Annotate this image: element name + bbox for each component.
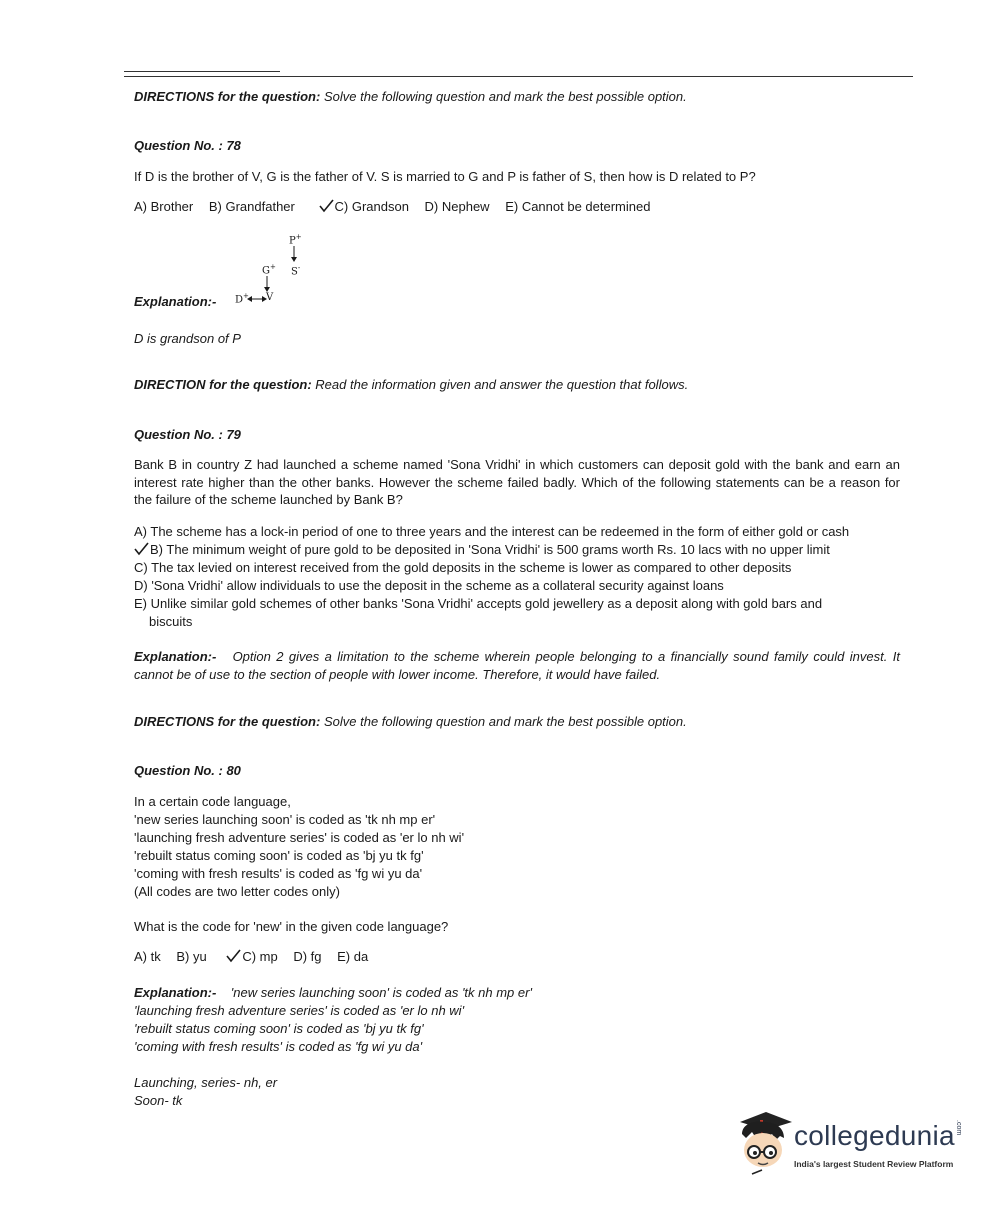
directions-text: Solve the following question and mark the best possible option. (323, 714, 687, 729)
q78-options (134, 198, 662, 215)
q78-explanation-label: Explanation:- (134, 294, 217, 309)
option-a[interactable]: A) The scheme has a lock-in period of one to three years and the interest can be redeemed in the form of either gold or cash (134, 524, 850, 539)
explanation-label: Explanation:- (134, 649, 217, 664)
option-a[interactable]: A) tk (134, 949, 161, 964)
q78-number: Question No. : 78 (134, 138, 241, 153)
mascot-icon (732, 1108, 794, 1176)
collegedunia-logo (732, 1108, 962, 1180)
arrow-down-icon (290, 246, 298, 264)
logo-name: collegedunia (794, 1120, 955, 1151)
explanation-line-1: 'new series launching soon' is coded as 'tk nh mp er' (230, 985, 532, 1000)
option-c[interactable]: C) The tax levied on interest received from the gold deposits in the scheme is lower as compared to other deposits (134, 560, 792, 575)
option-d[interactable]: D) Nephew (424, 199, 490, 214)
option-b-label: B) The minimum weight of pure gold to be deposited in 'Sona Vridhi' is 500 grams worth Rs. 10 lacs with no upper limit (150, 542, 830, 557)
solution-line-1: Launching, series- nh, er (134, 1075, 278, 1090)
option-e[interactable]: E) Unlike similar gold schemes of other banks 'Sona Vridhi' accepts gold jewellery as a deposit along with gold bars and (134, 596, 823, 611)
option-d[interactable]: D) fg (293, 949, 322, 964)
explanation-line-3: 'rebuilt status coming soon' is coded as 'bj yu tk fg' (134, 1021, 424, 1036)
option-b[interactable]: B) Grandfather (208, 199, 295, 214)
q78-text: If D is the brother of V, G is the father of V. S is married to G and P is father of S, then how is D related to P? (134, 169, 756, 184)
solution-line-2: Soon- tk (134, 1093, 183, 1108)
q78-explanation-text: D is grandson of P (134, 331, 241, 346)
check-mark-icon (134, 542, 149, 556)
relation-diagram (230, 230, 302, 310)
node-v: V (266, 292, 274, 303)
q78-directions (134, 88, 687, 105)
option-c[interactable] (226, 948, 277, 965)
option-b[interactable]: B) yu (176, 949, 207, 964)
option-a[interactable]: A) Brother (134, 199, 194, 214)
option-b[interactable] (134, 541, 830, 558)
q80-options (134, 948, 380, 965)
logo-tagline: India's largest Student Review Platform (794, 1159, 954, 1169)
node-g: G+ (262, 263, 276, 277)
q80-question: What is the code for 'new' in the given code language? (134, 919, 449, 934)
q80-line-3: 'launching fresh adventure series' is coded as 'er lo nh wi' (134, 830, 465, 845)
option-e[interactable]: E) da (337, 949, 369, 964)
q79-number: Question No. : 79 (134, 427, 241, 442)
directions-label: DIRECTION for the question: (134, 377, 312, 392)
explanation-line-2: 'launching fresh adventure series' is coded as 'er lo nh wi' (134, 1003, 465, 1018)
q80-number: Question No. : 80 (134, 763, 241, 778)
explanation-text: Option 2 gives a limitation to the scheme wherein people belonging to a financially sound family could invest. It cannot be of use to the section of people with lower income. Therefore, it would have failed. (134, 649, 900, 682)
q80-directions (134, 713, 687, 730)
header-rule (124, 76, 913, 77)
option-c-label: C) Grandson (334, 199, 409, 214)
q79-directions (134, 376, 688, 393)
q80-explanation (134, 984, 532, 1001)
q80-line-6: (All codes are two letter codes only) (134, 884, 340, 899)
q80-line-4: 'rebuilt status coming soon' is coded as 'bj yu tk fg' (134, 848, 424, 863)
option-c-label: C) mp (242, 949, 278, 964)
option-d[interactable]: D) 'Sona Vridhi' allow individuals to use the deposit in the scheme as a collateral security against loans (134, 578, 724, 593)
directions-text: Solve the following question and mark the best possible option. (323, 89, 687, 104)
header-rule-short (124, 71, 280, 72)
check-mark-icon (319, 199, 334, 213)
option-c[interactable] (319, 198, 409, 215)
directions-text: Read the information given and answer the question that follows. (315, 377, 689, 392)
directions-label: DIRECTIONS for the question: (134, 89, 321, 104)
q79-explanation (134, 648, 900, 683)
q80-line-1: In a certain code language, (134, 794, 291, 809)
option-e-continued: biscuits (149, 614, 193, 629)
q80-line-2: 'new series launching soon' is coded as 'tk nh mp er' (134, 812, 436, 827)
node-d: D+ (235, 292, 249, 306)
logo-wordmark (794, 1120, 962, 1152)
explanation-label: Explanation:- (134, 985, 217, 1000)
q80-line-5: 'coming with fresh results' is coded as 'fg wi yu da' (134, 866, 423, 881)
option-e[interactable]: E) Cannot be determined (505, 199, 651, 214)
logo-suffix: .com (954, 1120, 962, 1136)
check-mark-icon (226, 949, 241, 963)
node-s: S- (291, 264, 301, 278)
directions-label: DIRECTIONS for the question: (134, 714, 321, 729)
q79-text: Bank B in country Z had launched a scheme named 'Sona Vridhi' in which customers can deposit gold with the bank and earn an interest rate higher than the other banks. However the scheme failed badly. Which of the following statements can be a reason for the failure of the scheme launched by Bank B? (134, 457, 900, 507)
double-arrow-icon (247, 295, 267, 303)
explanation-line-4: 'coming with fresh results' is coded as 'fg wi yu da' (134, 1039, 423, 1054)
node-p: P+ (289, 233, 302, 247)
